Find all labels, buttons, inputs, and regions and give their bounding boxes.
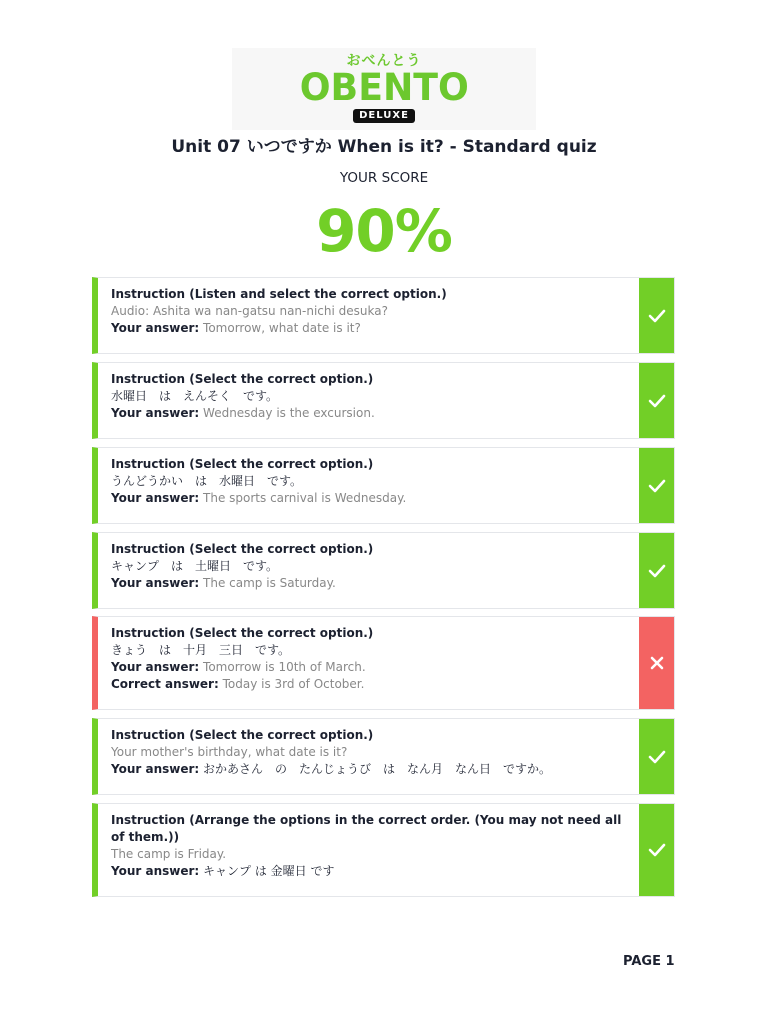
question-instruction: Instruction (Arrange the options in the correct order. (You may not need all of them.)) [111, 813, 622, 844]
question-instruction: Instruction (Select the correct option.) [111, 626, 374, 640]
check-icon [648, 843, 666, 857]
question-prompt: 水曜日 は えんそく です。 [111, 389, 279, 403]
question-prompt: キャンプ は 土曜日 です。 [111, 559, 279, 573]
question-prompt: Audio: Ashita wa nan-gatsu nan-nichi desuka? [111, 304, 388, 318]
question-card [92, 447, 675, 524]
question-card [92, 532, 675, 609]
question-card [92, 718, 675, 795]
question-prompt: うんどうかい は 水曜日 です。 [111, 474, 303, 488]
question-instruction: Instruction (Select the correct option.) [111, 372, 374, 386]
answer-label: Your answer: [111, 660, 200, 674]
your-answer: Tomorrow is 10th of March. [203, 660, 366, 674]
answer-label: Your answer: [111, 406, 200, 420]
question-instruction: Instruction (Select the correct option.) [111, 542, 374, 556]
correct-status [639, 363, 674, 438]
correct-status [639, 719, 674, 794]
check-icon [648, 479, 666, 493]
question-card [92, 803, 675, 897]
check-icon [648, 394, 666, 408]
question-card [92, 616, 675, 710]
correct-status [639, 804, 674, 896]
correct-status [639, 533, 674, 608]
logo-badge: DELUXE [353, 109, 415, 123]
your-answer: キャンプ は 金曜日 です [203, 864, 335, 878]
question-instruction: Instruction (Select the correct option.) [111, 457, 374, 471]
obento-logo [232, 48, 536, 130]
question-prompt: Your mother's birthday, what date is it? [111, 745, 348, 759]
answer-label: Your answer: [111, 864, 200, 878]
question-instruction: Instruction (Select the correct option.) [111, 728, 374, 742]
cross-icon [650, 656, 664, 670]
correct-answer: Today is 3rd of October. [222, 677, 365, 691]
correct-status [639, 278, 674, 353]
your-answer: The sports carnival is Wednesday. [203, 491, 407, 505]
check-icon [648, 564, 666, 578]
your-answer: Tomorrow, what date is it? [203, 321, 361, 335]
question-prompt: きょう は 十月 三日 です。 [111, 643, 291, 657]
score-value: 90% [316, 197, 452, 265]
answer-label: Your answer: [111, 762, 200, 776]
page-title: Unit 07 いつですか When is it? - Standard quiz [171, 137, 597, 157]
your-answer: Wednesday is the excursion. [203, 406, 375, 420]
check-icon [648, 750, 666, 764]
wrong-status [639, 617, 674, 709]
correct-status [639, 448, 674, 523]
question-prompt: The camp is Friday. [111, 847, 227, 861]
page-number: PAGE 1 [623, 954, 675, 969]
your-answer: おかあさん の たんじょうび は なん月 なん日 ですか。 [203, 762, 552, 776]
question-instruction: Instruction (Listen and select the correct option.) [111, 287, 447, 301]
your-answer: The camp is Saturday. [203, 576, 336, 590]
check-icon [648, 309, 666, 323]
correct-answer-label: Correct answer: [111, 677, 219, 691]
question-card [92, 277, 675, 354]
logo-wordmark: OBENTO [299, 66, 469, 109]
answer-label: Your answer: [111, 576, 200, 590]
answer-label: Your answer: [111, 321, 200, 335]
answer-label: Your answer: [111, 491, 200, 505]
score-label: YOUR SCORE [339, 170, 429, 186]
question-card [92, 362, 675, 439]
logo-kana: おべんとう [346, 53, 422, 69]
